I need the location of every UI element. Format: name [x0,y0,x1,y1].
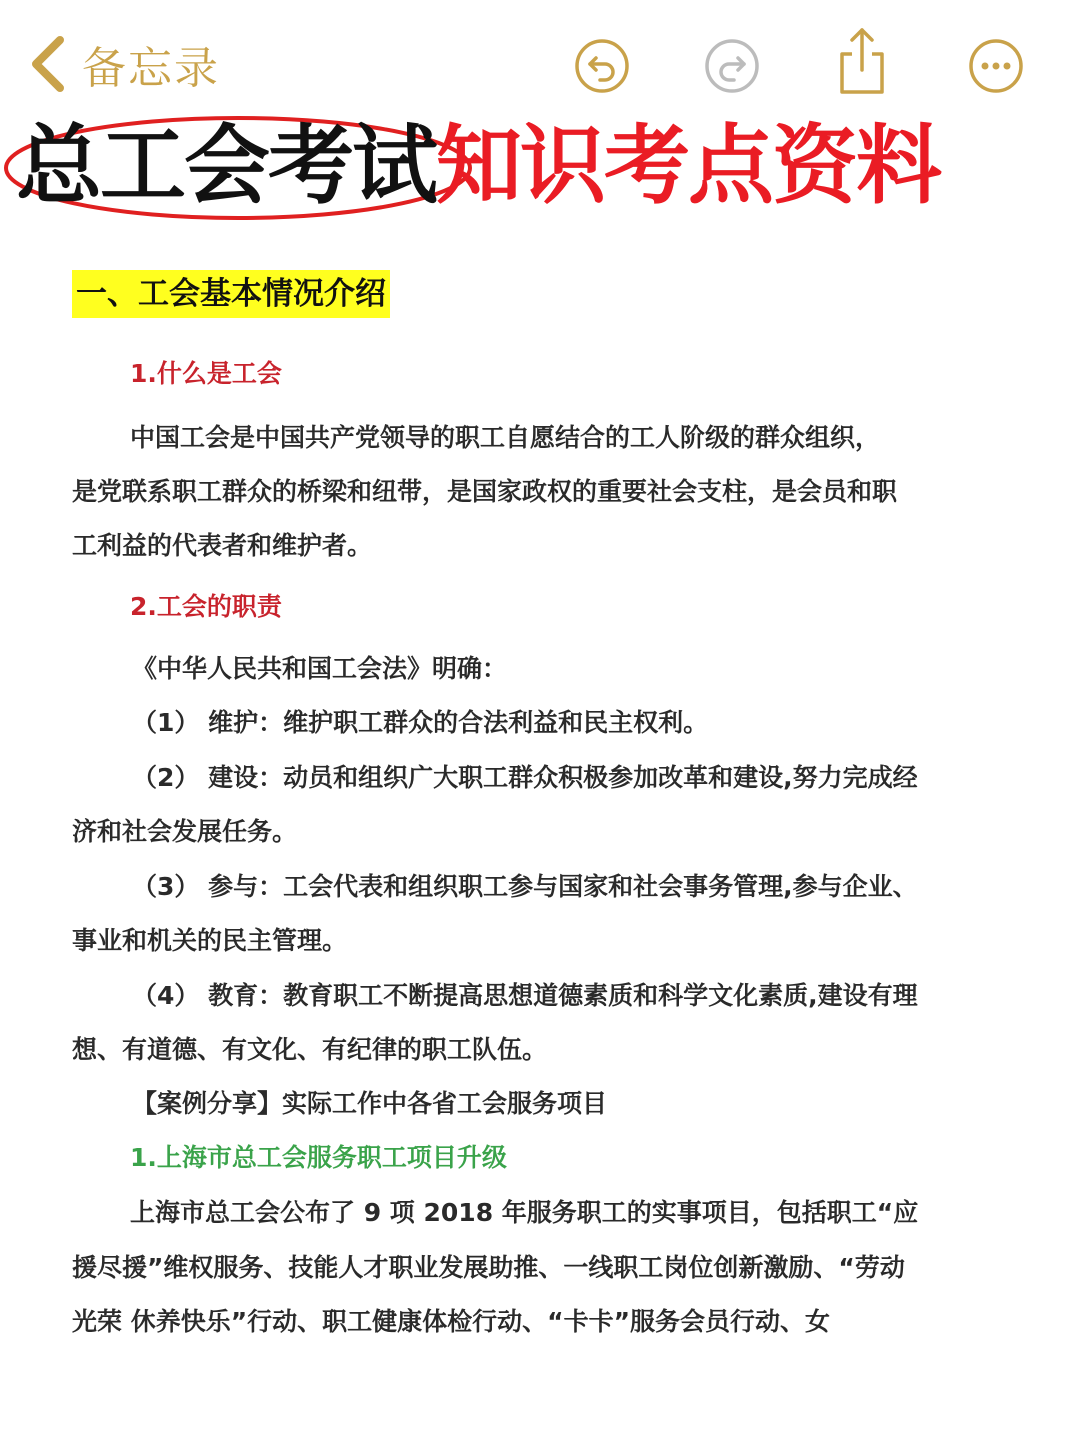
paragraph-line: 是党联系职工群众的桥梁和纽带，是国家政权的重要社会支柱，是会员和职 [72,477,898,506]
section-heading: 一、工会基本情况介绍 [72,270,390,318]
back-label: 备忘录 [82,43,220,94]
redo-icon[interactable] [704,38,760,94]
duty-item-3: （3） 参与：工会代表和组织职工参与国家和社会事务管理,参与企业、 [132,872,918,901]
duty-item-1: （1） 维护：维护职工群众的合法利益和民主权利。 [132,708,709,737]
duty-item-3-cont: 事业和机关的民主管理。 [72,926,348,955]
subheading-union-duties: 2.工会的职责 [130,592,282,621]
duty-item-4-cont: 想、有道德、有文化、有纪律的职工队伍。 [72,1035,548,1064]
undo-icon[interactable] [574,38,630,94]
chevron-left-icon [28,34,68,94]
share-icon[interactable] [834,26,890,96]
paragraph-line: 上海市总工会公布了 9 项 2018 年服务职工的实事项目，包括职工“应 [130,1198,919,1227]
more-icon[interactable] [968,38,1024,94]
paragraph-line: 工利益的代表者和维护者。 [72,531,373,560]
duty-item-2-cont: 济和社会发展任务。 [72,817,298,846]
paragraph-line: 援尽援”维权服务、技能人才职业发展助推、一线职工岗位创新激励、“劳动 [72,1253,905,1282]
note-title [0,108,1080,226]
law-line: 《中华人民共和国工会法》明确： [132,654,508,683]
paragraph-line: 光荣 休养快乐”行动、职工健康体检行动、“卡卡”服务会员行动、女 [72,1307,830,1336]
duty-item-2: （2） 建设：动员和组织广大职工群众积极参加改革和建设,努力完成经 [132,763,918,792]
subheading-shanghai: 1.上海市总工会服务职工项目升级 [130,1143,507,1172]
case-share-heading: 【案例分享】实际工作中各省工会服务项目 [132,1089,608,1118]
duty-item-4: （4） 教育：教育职工不断提高思想道德素质和科学文化素质,建设有理 [132,981,918,1010]
back-button[interactable] [28,32,220,96]
title-red-part: 知识考点资料 [436,116,940,216]
paragraph-line: 中国工会是中国共产党领导的职工自愿结合的工人阶级的群众组织， [130,423,881,452]
subheading-what-is-union: 1.什么是工会 [130,359,282,388]
title-black-part: 总工会考试 [16,116,436,216]
